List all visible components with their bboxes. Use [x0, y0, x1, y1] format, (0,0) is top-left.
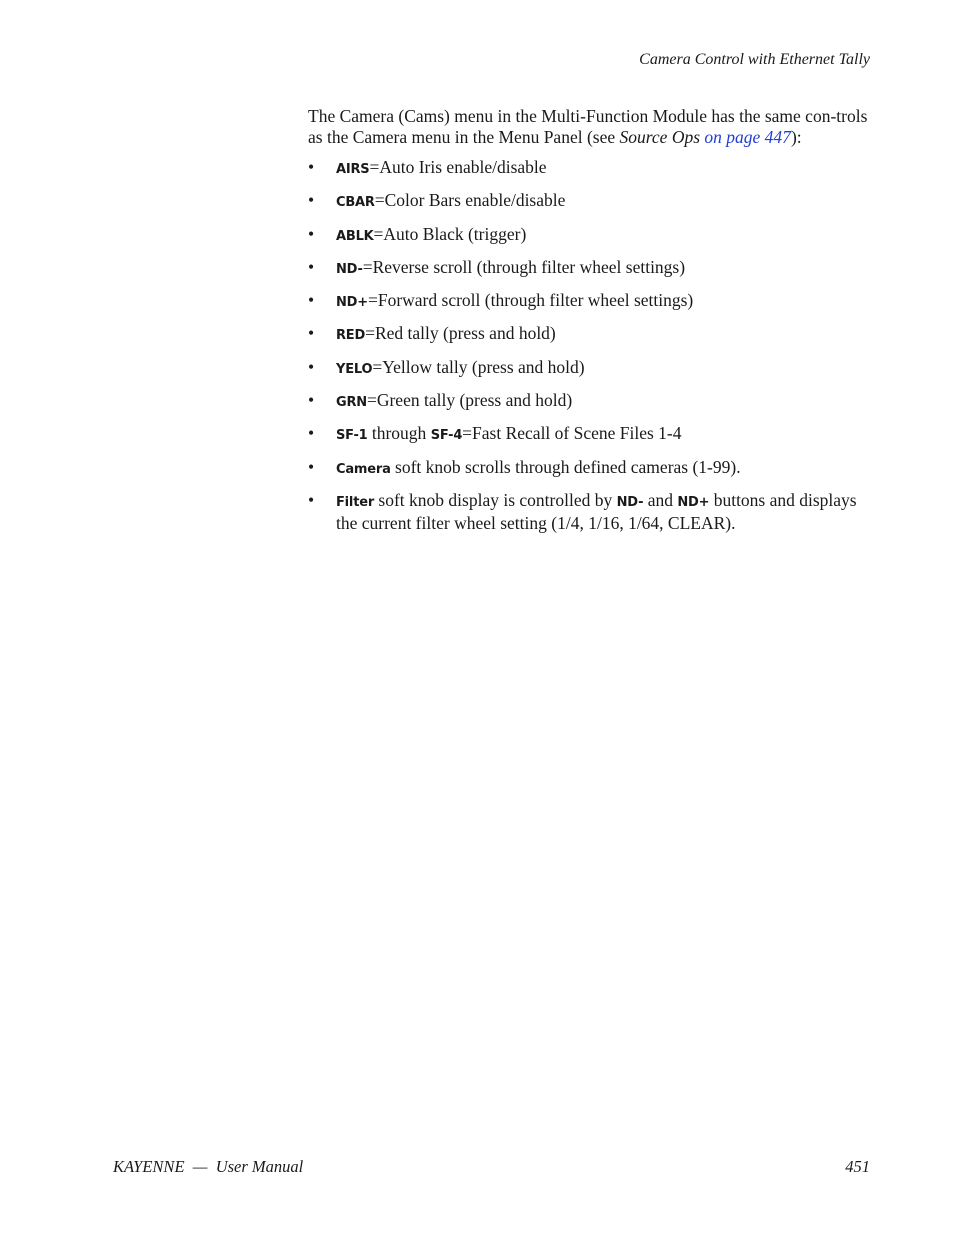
body-text: [308, 106, 870, 544]
nd-minus-label: ND-: [616, 494, 644, 510]
filter-label: Filter: [336, 494, 375, 510]
bullet-icon: •: [308, 157, 315, 177]
intro-text-end: ):: [790, 126, 802, 147]
bullet-icon: •: [308, 323, 315, 344]
list-item: [308, 224, 870, 248]
footer-manual-title: KAYENNE — User Manual: [113, 1157, 304, 1176]
item-description: =Reverse scroll (through filter wheel settings): [362, 256, 686, 277]
list-item: [308, 490, 870, 534]
item-description: =Auto Black (trigger): [373, 223, 527, 244]
list-item: [308, 357, 870, 381]
item-connector: and: [643, 489, 678, 510]
item-description: =Color Bars enable/disable: [374, 190, 566, 211]
item-description: =Forward scroll (through filter wheel settings): [367, 290, 694, 311]
item-description: =Red tally (press and hold): [365, 323, 556, 344]
item-description: soft knob scrolls through defined cameras (1-99).: [390, 456, 741, 477]
ablk-label: ABLK: [336, 228, 374, 244]
running-header: Camera Control with Ethernet Tally: [639, 51, 870, 68]
list-item: [308, 157, 870, 181]
nd-plus-label: ND+: [336, 295, 368, 311]
list-item: [308, 257, 870, 281]
bullet-icon: •: [308, 223, 315, 244]
list-item: [308, 323, 870, 347]
item-description: soft knob display is controlled by: [374, 489, 617, 510]
bullet-icon: •: [308, 256, 315, 277]
bullet-icon: •: [308, 290, 315, 311]
camera-controls-list: [308, 157, 870, 534]
airs-label: AIRS: [336, 162, 370, 177]
page-number: 451: [845, 1157, 870, 1176]
grn-label: GRN: [336, 395, 367, 411]
bullet-icon: •: [308, 456, 315, 477]
item-description: =Green tally (press and hold): [366, 390, 573, 411]
item-connector: through: [367, 423, 431, 444]
camera-label: Camera: [336, 461, 391, 477]
red-label: RED: [336, 328, 366, 344]
page-link[interactable]: on page 447: [704, 126, 791, 147]
item-description: =Auto Iris enable/disable: [369, 157, 547, 177]
source-ops-reference: Source Ops: [619, 126, 701, 147]
item-description: buttons and displays the current filter wheel setting (1/4, 1/16, 1/64, CLEAR).: [336, 489, 857, 534]
bullet-icon: •: [308, 489, 315, 510]
list-item: [308, 190, 870, 214]
list-item: [308, 457, 870, 481]
bullet-icon: •: [308, 190, 315, 211]
item-description: =Yellow tally (press and hold): [372, 356, 585, 377]
yelo-label: YELO: [336, 361, 373, 377]
item-description: =Fast Recall of Scene Files 1-4: [462, 423, 682, 444]
list-item: [308, 423, 870, 447]
bullet-icon: •: [308, 423, 315, 444]
bullet-icon: •: [308, 356, 315, 377]
nd-minus-label: ND-: [336, 261, 363, 277]
sf-1-label: SF-1: [336, 428, 368, 444]
sf-4-label: SF-4: [430, 428, 463, 444]
cbar-label: CBAR: [336, 195, 375, 211]
list-item: [308, 390, 870, 414]
intro-text: The Camera (Cams) menu in the Multi-Function Module has the same con-trols as the Camera menu in the Menu Panel (see: [308, 106, 868, 147]
bullet-icon: •: [308, 390, 315, 411]
intro-paragraph: [308, 106, 870, 147]
list-item: [308, 290, 870, 314]
nd-plus-label: ND+: [677, 494, 710, 510]
